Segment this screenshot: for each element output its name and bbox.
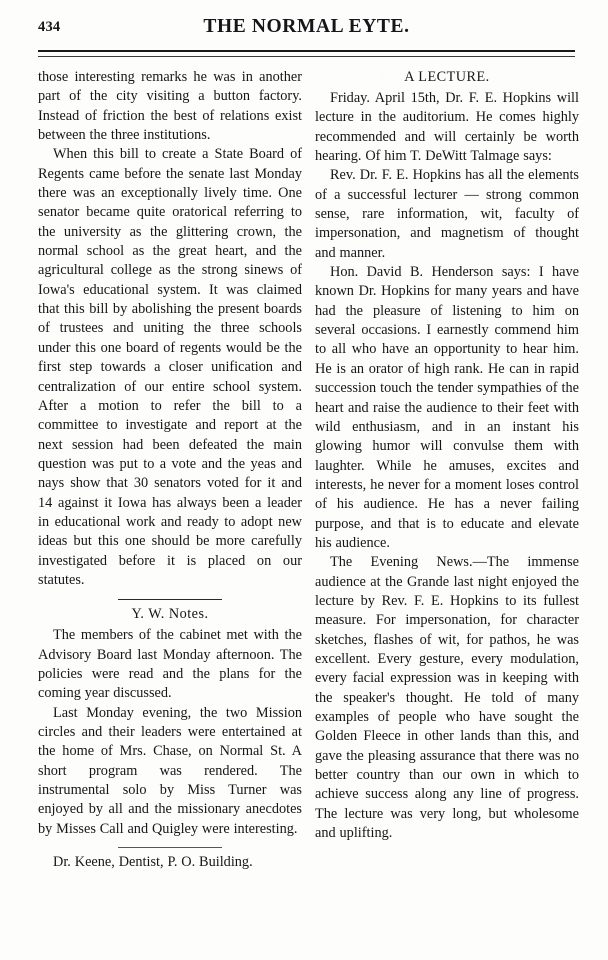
lecture-paragraph: Rev. Dr. F. E. Hopkins has all the elements of a successful lecturer — strong common sense, rare information, wit, faculty of impersonation, and magnetism of thought and manner. <box>315 167 579 261</box>
section-divider <box>118 599 222 600</box>
advertisement-text: Dr. Keene, Dentist, P. O. Building. <box>53 854 253 871</box>
lecture-paragraph: Friday. April 15th, Dr. F. E. Hopkins will lecture in the auditorium. He comes highly recommended and will certainly be worth hearing. Of him T. DeWitt Talmage says: <box>315 90 579 165</box>
left-column <box>38 68 302 872</box>
section-heading-a-lecture: A LECTURE. <box>404 69 490 85</box>
section-heading-yw-notes: Y. W. Notes. <box>131 606 209 623</box>
article-paragraph: those interesting remarks he was in another part of the city visiting a button factory. Instead of friction the best of relations exist between the three institutions. <box>38 69 302 144</box>
yw-notes-paragraph: The members of the cabinet met with the Advisory Board last Monday afternoon. The policies were read and the plans for the coming year discussed. <box>38 627 302 702</box>
lecture-paragraph: The Evening News.—The immense audience at the Grande last night enjoyed the lecture by Rev. F. E. Hopkins to its fullest measure. For impersonation, for character sketches, flashes of wit, for pathos, he was excellent. Every gesture, every modulation, every facial expression was in keeping with the speaker's thought. He told of many examples of people who have sought the Golden Fleece in other lands than this, and gave the pleasing assurance that there was no better country than our own in which to achieve success along any line of progress. The lecture was very long, but wholesome and uplifting. <box>315 554 579 842</box>
publication-title: THE NORMAL EYTE. <box>203 16 410 37</box>
lecture-paragraph: Hon. David B. Henderson says: I have known Dr. Hopkins for many years and have had the pleasure of listening to him on several occasions. I earnestly commend him to all who have an opportunity to hear him. He is an orator of high rank. He can in rapid succession touch the tender sympathies of the heart and raise the audience to their feet with wild enthusiasm, and in an instant his glowing humor will convulse them with laughter. While he amuses, excites and interests, he never for a moment loses control of his audience. He has a never failing purpose, and that is to educate and elevate his audience. <box>315 264 579 551</box>
right-column <box>315 68 579 843</box>
masthead <box>38 14 575 48</box>
article-paragraph: When this bill to create a State Board of Regents came before the senate last Monday there was an exceptionally lively time. One senator became quite oratorical referring to the university as the glittering crown, the normal school as the great heart, and the agricultural college as the strong sinews of Iowa's educational system. It was claimed that this bill by abolishing the present boards of trustees and uniting the three schools under this one board of regents would be the first step towards a closer unification and centralization of our entire school system. After a motion to refer the bill to a committee to investigate and report at the next session had been defeated the main question was put to a vote and the yeas and nays show that 30 senators voted for it and 14 against it Iowa has always been a leader in educational work and ready to adopt new ideas but this one should be more carefully investigated before it is placed on our statutes. <box>38 146 302 588</box>
yw-notes-paragraph: Last Monday evening, the two Mission circles and their leaders were entertained at the home of Mrs. Chase, on Normal St. A short program was rendered. The instrumental solo by Miss Turner was enjoyed by all and the missionary anecdotes by Misses Call and Quigley were interesting. <box>38 704 302 837</box>
advertisement-divider <box>118 847 222 848</box>
two-column-body <box>38 68 579 872</box>
masthead-divider <box>38 50 575 57</box>
page-number: 434 <box>38 19 61 35</box>
